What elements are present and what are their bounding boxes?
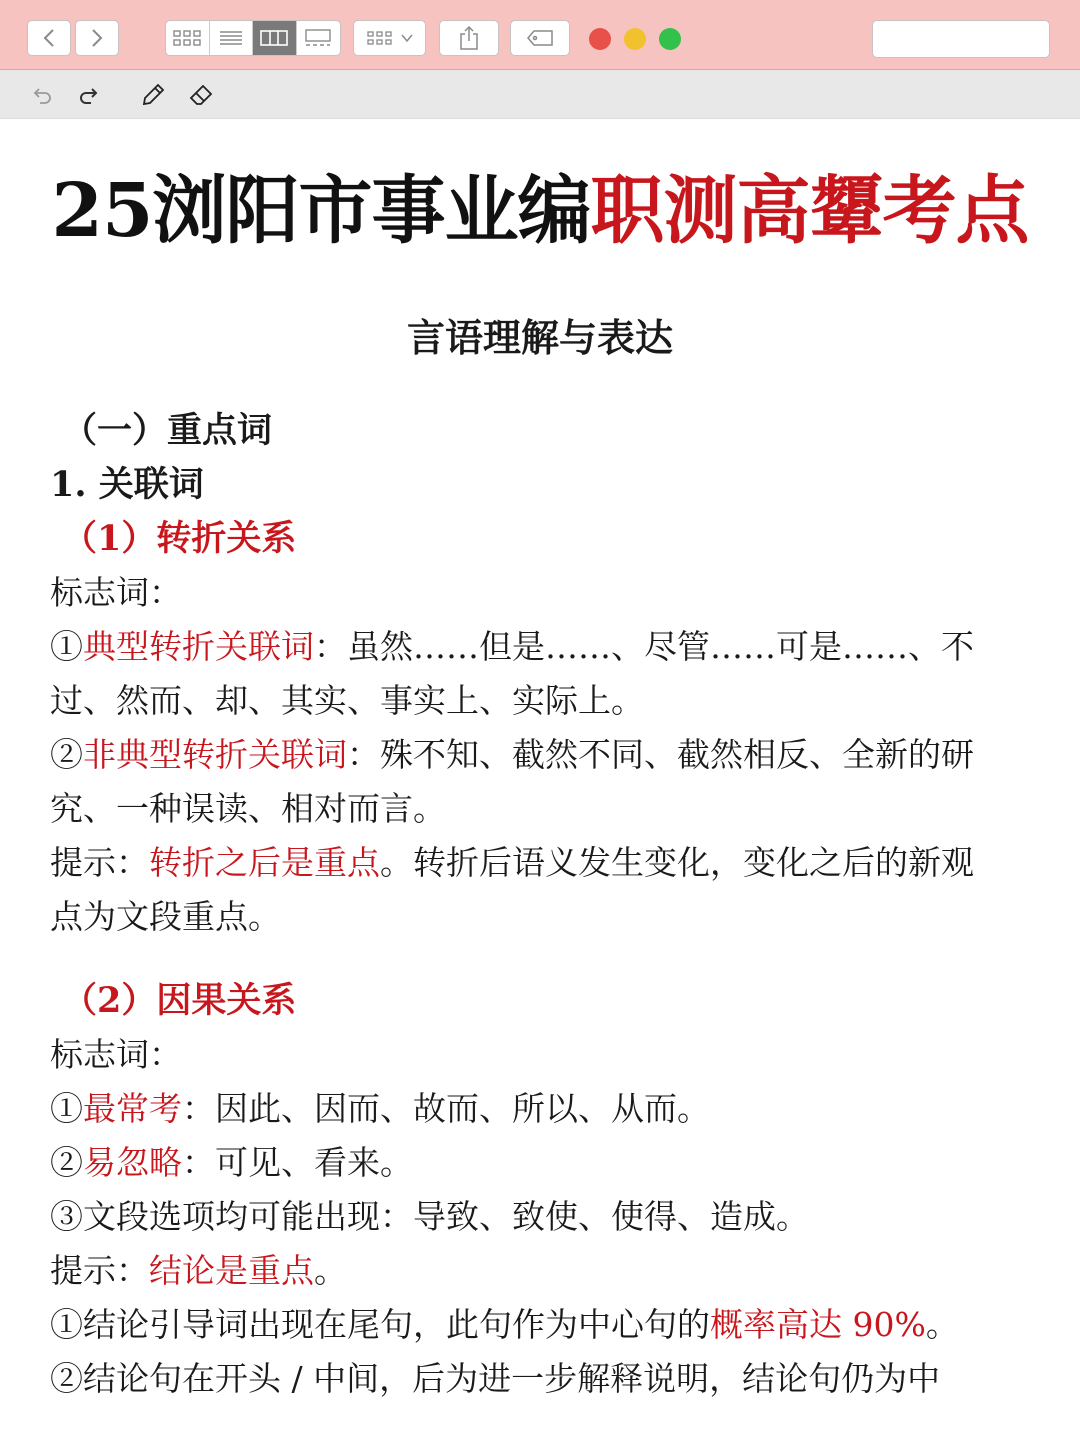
text-line bbox=[50, 1305, 1040, 1345]
chevron-right-icon bbox=[90, 28, 104, 48]
item-number: ① bbox=[50, 1089, 83, 1128]
chevron-down-icon bbox=[400, 32, 414, 44]
share-button[interactable] bbox=[439, 20, 499, 56]
text-line: 点为文段重点。 bbox=[50, 897, 281, 936]
back-button[interactable] bbox=[27, 20, 71, 56]
item-number: ② bbox=[50, 1143, 83, 1182]
columns-icon bbox=[259, 28, 289, 48]
undo-icon bbox=[31, 83, 55, 107]
body-text: 。转折后语义发生变化，变化之后的新观 bbox=[380, 843, 974, 882]
edit-toolbar bbox=[0, 70, 1080, 119]
pencil-icon bbox=[140, 82, 166, 108]
view-gallery-button[interactable] bbox=[297, 21, 340, 55]
tip-line bbox=[50, 843, 1040, 883]
highlight-text: 概率高达 90% bbox=[710, 1305, 926, 1344]
document-page bbox=[0, 119, 1080, 1443]
body-text: ：可见、看来。 bbox=[182, 1143, 413, 1182]
pencil-button[interactable] bbox=[138, 80, 168, 110]
text-line: ②结论句在开头 / 中间，后为进一步解释说明，结论句仍为中 bbox=[50, 1359, 941, 1398]
highlight-text: 易忽略 bbox=[83, 1143, 182, 1182]
body-text: ：殊不知、截然不同、截然相反、全新的研 bbox=[347, 735, 974, 774]
text-line: 究、一种误读、相对而言。 bbox=[50, 789, 446, 828]
view-list-button[interactable] bbox=[210, 21, 254, 55]
body-text: ：虽然……但是……、尽管……可是……、不 bbox=[314, 627, 974, 666]
eraser-button[interactable] bbox=[186, 80, 216, 110]
body-text: ①结论引导词出现在尾句，此句作为中心句的 bbox=[50, 1305, 710, 1344]
item-number: ① bbox=[50, 627, 83, 666]
tip-label: 提示： bbox=[50, 1251, 149, 1290]
text-line: 过、然而、却、其实、事实上、实际上。 bbox=[50, 681, 644, 720]
heading-causal: （2）因果关系 bbox=[62, 980, 297, 1021]
grid-icon bbox=[172, 28, 202, 48]
body-text: 。 bbox=[314, 1251, 347, 1290]
highlight-text: 转折之后是重点 bbox=[149, 843, 380, 882]
maximize-window-button[interactable] bbox=[659, 28, 681, 50]
text-line: ③文段选项均可能出现：导致、致使、使得、造成。 bbox=[50, 1197, 809, 1236]
marker-label: 标志词： bbox=[50, 573, 182, 612]
view-columns-button[interactable] bbox=[253, 21, 297, 55]
heading-adversative: （1）转折关系 bbox=[62, 518, 297, 559]
text-line bbox=[50, 735, 1040, 775]
page-title bbox=[0, 167, 1080, 256]
chevron-left-icon bbox=[42, 28, 56, 48]
title-red-part: 职测高顰考点 bbox=[590, 168, 1029, 254]
view-mode-switcher bbox=[165, 20, 341, 56]
gallery-icon bbox=[303, 28, 333, 48]
redo-button[interactable] bbox=[73, 80, 103, 110]
text-line bbox=[50, 1143, 1040, 1183]
search-field[interactable] bbox=[872, 20, 1050, 58]
tip-label: 提示： bbox=[50, 843, 149, 882]
eraser-icon bbox=[188, 82, 214, 108]
body-text: ：因此、因而、故而、所以、从而。 bbox=[182, 1089, 710, 1128]
window-titlebar bbox=[0, 0, 1080, 70]
tag-button[interactable] bbox=[510, 20, 570, 56]
search-input[interactable] bbox=[887, 24, 1072, 54]
highlight-text: 典型转折关联词 bbox=[83, 627, 314, 666]
heading-conjunctions: 1. 关联词 bbox=[50, 464, 204, 505]
body-text: 。 bbox=[925, 1305, 959, 1344]
section-subtitle: 言语理解与表达 bbox=[406, 315, 673, 360]
highlight-text: 结论是重点 bbox=[149, 1251, 314, 1290]
forward-button[interactable] bbox=[75, 20, 119, 56]
highlight-text: 最常考 bbox=[83, 1089, 182, 1128]
text-line bbox=[50, 1089, 1040, 1129]
heading-key-words: （一）重点词 bbox=[62, 410, 273, 451]
close-window-button[interactable] bbox=[589, 28, 611, 50]
tag-icon bbox=[525, 28, 555, 48]
share-icon bbox=[458, 25, 480, 51]
marker-label: 标志词： bbox=[50, 1035, 182, 1074]
minimize-window-button[interactable] bbox=[624, 28, 646, 50]
text-line bbox=[50, 627, 1040, 667]
list-icon bbox=[218, 28, 244, 48]
redo-icon bbox=[76, 83, 100, 107]
title-black-part: 25浏阳市事业编 bbox=[51, 168, 591, 254]
view-icons-button[interactable] bbox=[166, 21, 210, 55]
tip-line bbox=[50, 1251, 1040, 1291]
highlight-text: 非典型转折关联词 bbox=[83, 735, 347, 774]
undo-button[interactable] bbox=[28, 80, 58, 110]
item-number: ② bbox=[50, 735, 83, 774]
group-icon bbox=[366, 28, 396, 48]
group-by-button[interactable] bbox=[353, 20, 426, 56]
